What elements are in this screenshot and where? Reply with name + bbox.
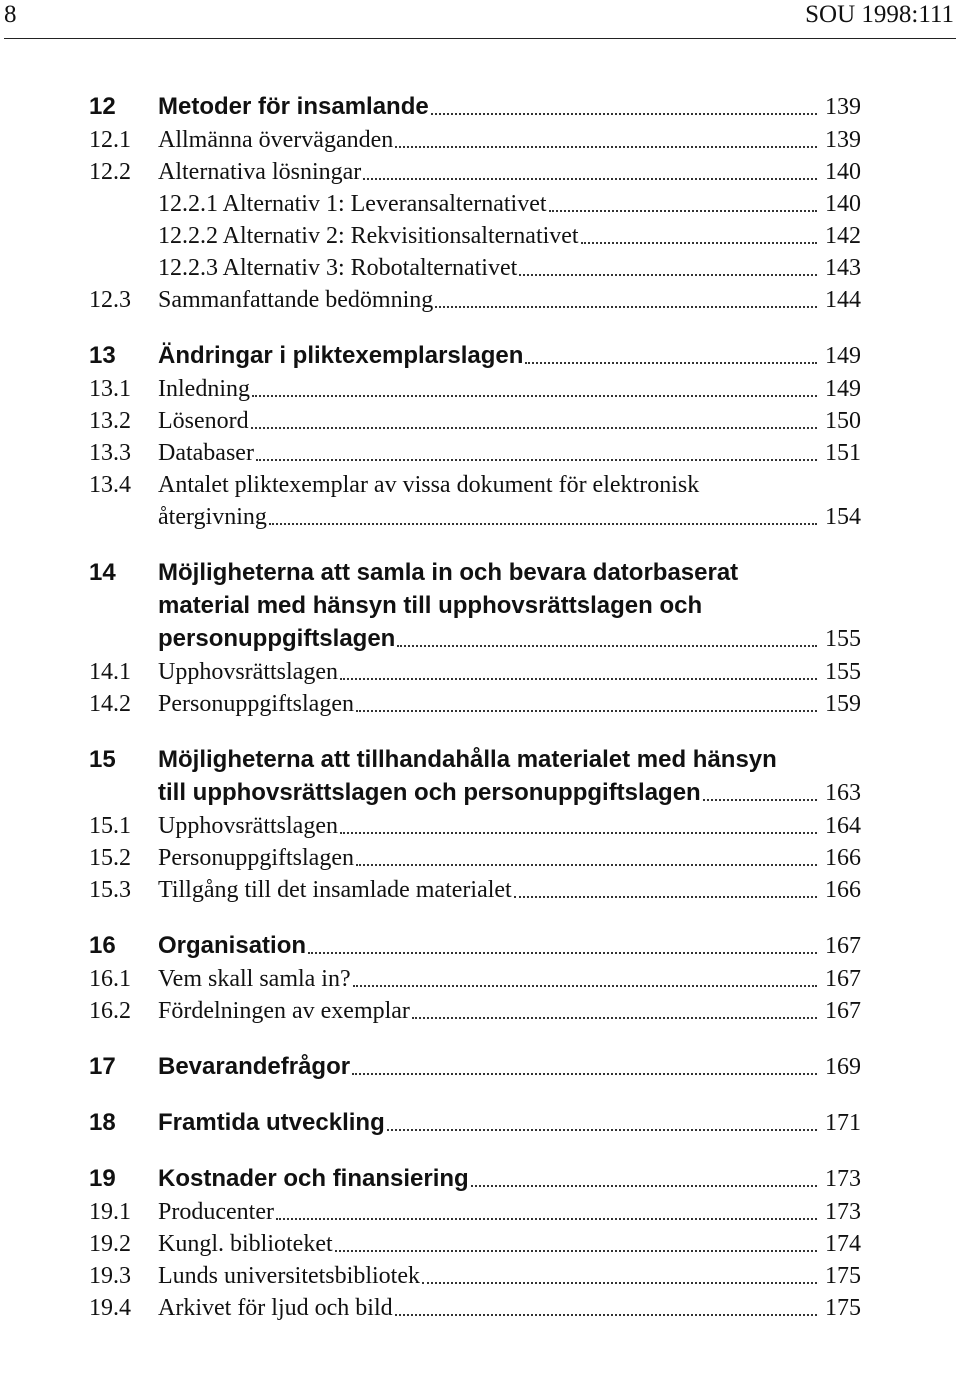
entry-page-number: 150 — [825, 408, 861, 434]
toc-entry[interactable] — [89, 405, 861, 437]
document-reference: SOU 1998:111 — [805, 1, 954, 28]
entry-title: Tillgång till det insamlade materialet — [158, 877, 512, 903]
entry-title: Arkivet för ljud och bild — [158, 1295, 393, 1321]
entry-page-number: 175 — [825, 1263, 861, 1289]
dot-leader — [256, 459, 817, 461]
entry-page-number: 155 — [825, 626, 861, 652]
chapter-heading[interactable] — [89, 1163, 861, 1195]
toc-entry[interactable] — [89, 1196, 861, 1228]
toc-chapter-group — [89, 1163, 861, 1324]
entry-page-number: 173 — [825, 1199, 861, 1225]
entry-page-number: 167 — [825, 998, 861, 1024]
entry-title: Upphovsrättslagen — [158, 659, 338, 685]
entry-number: 15.3 — [89, 877, 131, 903]
entry-title: återgivning — [158, 504, 267, 530]
toc-entry[interactable] — [89, 810, 861, 842]
entry-page-number: 167 — [825, 933, 861, 959]
toc-entry[interactable] — [89, 842, 861, 874]
dot-leader — [356, 710, 817, 712]
dot-leader — [356, 864, 817, 866]
entry-number: 12.1 — [89, 127, 131, 153]
toc-chapter-group — [89, 930, 861, 1027]
page-header — [0, 0, 960, 44]
entry-number: 13 — [89, 342, 116, 369]
chapter-heading[interactable] — [89, 340, 861, 372]
entry-title: Personuppgiftslagen — [158, 845, 354, 871]
toc-entry[interactable] — [89, 188, 861, 220]
entry-number: 19.2 — [89, 1231, 131, 1257]
entry-page-number: 151 — [825, 440, 861, 466]
entry-title: Framtida utveckling — [158, 1109, 385, 1136]
entry-title: Alternativa lösningar — [158, 159, 362, 185]
chapter-heading[interactable] — [89, 623, 861, 655]
entry-page-number: 144 — [825, 287, 861, 313]
entry-number: 15 — [89, 746, 116, 773]
dot-leader — [387, 1129, 817, 1131]
dot-leader — [435, 306, 817, 308]
entry-page-number: 171 — [825, 1110, 861, 1136]
entry-page-number: 142 — [825, 223, 861, 249]
entry-page-number: 166 — [825, 845, 861, 871]
entry-page-number: 169 — [825, 1054, 861, 1080]
entry-page-number: 139 — [825, 127, 861, 153]
entry-page-number: 140 — [825, 159, 861, 185]
toc-chapter-group — [89, 1107, 861, 1139]
entry-title: Lösenord — [158, 408, 249, 434]
toc-entry[interactable] — [89, 874, 861, 906]
entry-page-number: 166 — [825, 877, 861, 903]
toc-entry[interactable] — [89, 124, 861, 156]
chapter-heading[interactable] — [89, 91, 861, 123]
entry-page-number: 149 — [825, 343, 861, 369]
entry-page-number: 173 — [825, 1166, 861, 1192]
dot-leader — [412, 1017, 817, 1019]
toc-entry[interactable] — [89, 656, 861, 688]
entry-title: Kungl. biblioteket — [158, 1231, 333, 1257]
entry-number: 19.1 — [89, 1199, 131, 1225]
entry-number: 14 — [89, 559, 116, 586]
entry-page-number: 167 — [825, 966, 861, 992]
entry-number: 16.2 — [89, 998, 131, 1024]
entry-number: 12.2 — [89, 159, 131, 185]
entry-number: 12.3 — [89, 287, 131, 313]
entry-title: Bevarandefrågor — [158, 1053, 351, 1080]
entry-page-number: 164 — [825, 813, 861, 839]
entry-title: Antalet pliktexemplar av vissa dokument för elektronisk — [158, 472, 700, 498]
entry-number: 13.1 — [89, 376, 131, 402]
toc-entry-line — [89, 469, 861, 501]
entry-title: 12.2.2 Alternativ 2: Rekvisitionsalternativet — [158, 223, 579, 249]
entry-title: Inledning — [158, 376, 250, 402]
entry-title: Databaser — [158, 440, 254, 466]
entry-title: Möjligheterna att tillhandahålla materialet med hänsyn — [158, 746, 777, 773]
toc-chapter-group — [89, 557, 861, 720]
chapter-heading[interactable] — [89, 777, 861, 809]
dot-leader — [397, 645, 817, 647]
toc-entry[interactable] — [89, 963, 861, 995]
entry-page-number: 139 — [825, 94, 861, 120]
dot-leader — [395, 1314, 817, 1316]
dot-leader — [353, 985, 817, 987]
toc-chapter-group — [89, 340, 861, 533]
dot-leader — [352, 1073, 817, 1075]
header-rule — [4, 38, 956, 39]
toc-chapter-group — [89, 744, 861, 906]
entry-title: Kostnader och finansiering — [158, 1165, 469, 1192]
entry-title: Sammanfattande bedömning — [158, 287, 434, 313]
entry-number: 17 — [89, 1053, 116, 1080]
entry-page-number: 163 — [825, 780, 861, 806]
entry-number: 15.1 — [89, 813, 131, 839]
entry-number: 19.4 — [89, 1295, 131, 1321]
entry-page-number: 140 — [825, 191, 861, 217]
toc-entry[interactable] — [89, 688, 861, 720]
entry-title: Fördelningen av exemplar — [158, 998, 410, 1024]
dot-leader — [514, 896, 817, 898]
entry-number: 19 — [89, 1165, 116, 1192]
chapter-heading[interactable] — [89, 1051, 861, 1083]
chapter-heading[interactable] — [89, 930, 861, 962]
toc-entry[interactable] — [89, 1260, 861, 1292]
entry-number: 13.3 — [89, 440, 131, 466]
entry-page-number: 174 — [825, 1231, 861, 1257]
toc-entry[interactable] — [89, 437, 861, 469]
toc-entry[interactable] — [89, 220, 861, 252]
toc-entry[interactable] — [89, 252, 861, 284]
entry-page-number: 175 — [825, 1295, 861, 1321]
dot-leader — [395, 146, 817, 148]
dot-leader — [269, 523, 817, 525]
entry-title: Personuppgiftslagen — [158, 691, 354, 717]
dot-leader — [251, 427, 817, 429]
dot-leader — [549, 210, 817, 212]
toc-chapter-group — [89, 1051, 861, 1083]
dot-leader — [471, 1185, 817, 1187]
entry-number: 14.2 — [89, 691, 131, 717]
chapter-heading[interactable] — [89, 1107, 861, 1139]
table-of-contents — [89, 91, 861, 1348]
entry-page-number: 149 — [825, 376, 861, 402]
entry-title: Metoder för insamlande — [158, 93, 429, 120]
dot-leader — [276, 1218, 817, 1220]
dot-leader — [363, 178, 817, 180]
entry-title: Vem skall samla in? — [158, 966, 351, 992]
entry-page-number: 143 — [825, 255, 861, 281]
entry-number: 16 — [89, 932, 116, 959]
entry-title: Allmänna överväganden — [158, 127, 394, 153]
dot-leader — [308, 952, 817, 954]
entry-title: till upphovsrättslagen och personuppgiftslagen — [158, 779, 701, 806]
dot-leader — [519, 274, 817, 276]
dot-leader — [525, 362, 817, 364]
entry-page-number: 155 — [825, 659, 861, 685]
entry-title: Upphovsrättslagen — [158, 813, 338, 839]
entry-number: 14.1 — [89, 659, 131, 685]
entry-title: material med hänsyn till upphovsrättslagen och — [158, 592, 703, 619]
entry-title: 12.2.1 Alternativ 1: Leveransalternativet — [158, 191, 547, 217]
entry-number: 12 — [89, 93, 116, 120]
toc-entry[interactable] — [89, 1292, 861, 1324]
entry-number: 13.4 — [89, 472, 131, 498]
entry-title: Ändringar i pliktexemplarslagen — [158, 342, 524, 369]
dot-leader — [340, 832, 817, 834]
entry-title: 12.2.3 Alternativ 3: Robotalternativet — [158, 255, 518, 281]
entry-title: Producenter — [158, 1199, 274, 1225]
chapter-heading-line — [89, 557, 861, 589]
chapter-heading-line — [89, 590, 861, 622]
dot-leader — [431, 113, 817, 115]
entry-title: Möjligheterna att samla in och bevara datorbaserat — [158, 559, 739, 586]
entry-number: 13.2 — [89, 408, 131, 434]
entry-title: Lunds universitetsbibliotek — [158, 1263, 420, 1289]
entry-number: 18 — [89, 1109, 116, 1136]
entry-number: 16.1 — [89, 966, 131, 992]
entry-page-number: 159 — [825, 691, 861, 717]
entry-title: personuppgiftslagen — [158, 625, 396, 652]
toc-entry[interactable] — [89, 501, 861, 533]
dot-leader — [252, 395, 817, 397]
toc-chapter-group — [89, 91, 861, 316]
entry-number: 15.2 — [89, 845, 131, 871]
entry-page-number: 154 — [825, 504, 861, 530]
toc-entry[interactable] — [89, 284, 861, 316]
toc-entry[interactable] — [89, 1228, 861, 1260]
dot-leader — [422, 1282, 817, 1284]
entry-title: Organisation — [158, 932, 307, 959]
dot-leader — [335, 1250, 817, 1252]
toc-entry[interactable] — [89, 373, 861, 405]
chapter-heading-line — [89, 744, 861, 776]
dot-leader — [703, 799, 817, 801]
page-number: 8 — [4, 1, 17, 28]
entry-number: 19.3 — [89, 1263, 131, 1289]
dot-leader — [340, 678, 817, 680]
toc-entry[interactable] — [89, 156, 861, 188]
dot-leader — [581, 242, 817, 244]
toc-entry[interactable] — [89, 995, 861, 1027]
